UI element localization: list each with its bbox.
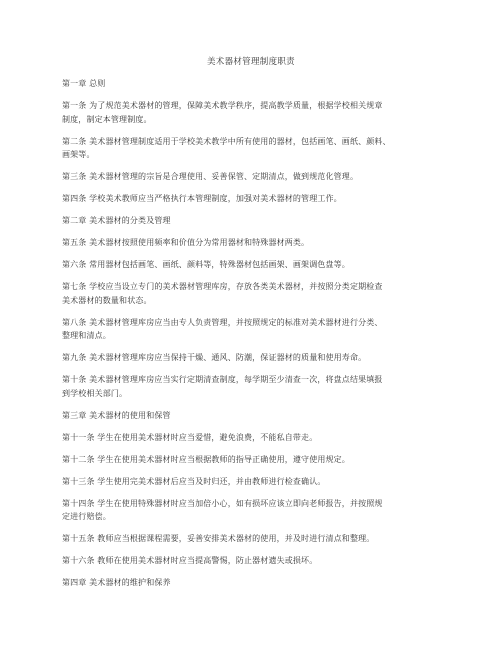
paragraph-line: 整理和清点。 [62,331,111,340]
chapter-heading-3 [62,409,447,423]
article-10 [62,373,447,400]
article-4 [62,192,447,206]
paragraph-line: 第十四条 学生在使用特殊器材时应当加倍小心，如有损坏应该立即向老师报告，并按照规 [62,498,383,508]
chapter-heading-4 [62,576,447,590]
chapter-heading-1 [62,77,447,91]
paragraph-line: 第一章 总则 [62,79,106,88]
article-3 [62,170,447,184]
paragraph-line: 第十五条 教师应当根据课程需要，妥善安排美术器材的使用，并及时进行清点和整理。 [62,534,375,543]
document-title: 美术器材管理制度职责 [206,57,295,67]
article-7 [62,280,447,307]
paragraph-line: 第六条 常用器材包括画笔、画纸、颜料等，特殊器材包括画架、画架调色盘等。 [62,260,350,269]
paragraph-line: 第四条 学校美术教师应当严格执行本管理制度，加强对美术器材的管理工作。 [62,194,342,203]
paragraph-line: 第二章 美术器材的分类及管理 [62,216,171,225]
paragraph-line: 到学校相关部门。 [62,388,128,398]
document-body [62,77,447,598]
paragraph-line: 第十一条 学生在使用美术器材时应当爱惜，避免浪费，不能私自带走。 [62,432,318,442]
paragraph-line: 第三条 美术器材管理的宗旨是合理使用、妥善保管、定期清点，做到规范化管理。 [62,172,359,181]
paragraph-line: 第一条 为了规范美术器材的管理，保障美术教学秩序，提高教学质量，根据学校相关规章 [62,101,383,110]
paragraph-line: 第二条 美术器材管理制度适用于学校美术教学中所有使用的器材，包括画笔、画纸、颜料、 [62,136,391,146]
paragraph-line: 第八条 美术器材管理库房应当由专人负责管理，并按照规定的标准对美术器材进行分类、 [62,317,383,327]
paragraph-line: 第五条 美术器材按照使用频率和价值分为常用器材和特殊器材两类。 [62,238,310,247]
article-5 [62,236,447,250]
article-12 [62,453,447,467]
article-8 [62,316,447,343]
paragraph-line: 第十三条 学生使用完美术器材后应当及时归还，并由教师进行检查确认。 [62,476,326,486]
article-9 [62,351,447,365]
paragraph-line: 第十六条 教师在使用美术器材时应当提高警惕，防止器材遗失或损坏。 [62,556,318,565]
paragraph-line: 制度，制定本管理制度。 [62,114,152,124]
article-13 [62,475,447,489]
chapter-heading-2 [62,214,447,228]
article-16 [62,554,447,568]
article-15 [62,532,447,546]
paragraph-line: 第三章 美术器材的使用和保管 [62,410,171,420]
article-1 [62,99,447,126]
paragraph-line: 第十二条 学生在使用美术器材时应当根据教师的指导正确使用，遵守使用规定。 [62,454,350,464]
paragraph-line: 第九条 美术器材管理库房应当保持干燥、通风、防潮，保证器材的质量和使用寿命。 [62,353,367,362]
paragraph-line: 定进行赔偿。 [62,512,111,521]
article-11 [62,431,447,445]
paragraph-line: 第四章 美术器材的维护和保养 [62,578,171,587]
article-6 [62,258,447,272]
article-2 [62,135,447,162]
article-14 [62,497,447,524]
paragraph-line: 画架等。 [62,150,95,159]
paragraph-line: 第七条 学校应当设立专门的美术器材管理库房，存放各类美术器材，并按照分类定期检查 [62,282,383,291]
paragraph-line: 美术器材的数量和状态。 [62,295,152,305]
paragraph-line: 第十条 美术器材管理库房应当实行定期清查制度，每学期至少清查一次，将盘点结果填报 [62,375,383,384]
